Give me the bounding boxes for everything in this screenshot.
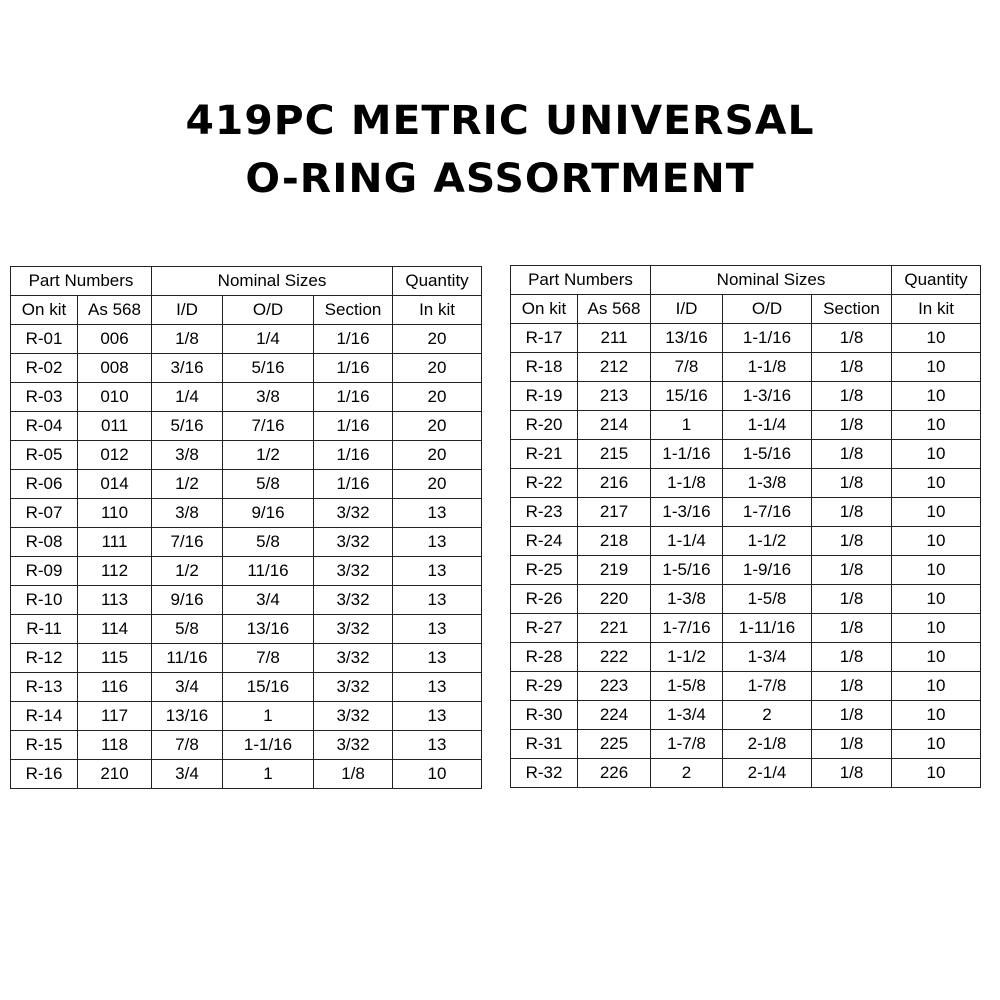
- cell-as-568: 221: [578, 614, 651, 643]
- cell-in-kit: 13: [393, 644, 482, 673]
- cell-section: 1/8: [812, 585, 892, 614]
- table-row: [11, 354, 482, 383]
- cell-od: 2-1/4: [723, 759, 812, 788]
- cell-as-568: 114: [78, 615, 152, 644]
- table-row: [511, 411, 981, 440]
- cell-od: 11/16: [223, 557, 314, 586]
- cell-on-kit: R-20: [511, 411, 578, 440]
- header-in-kit: In kit: [892, 295, 981, 324]
- oring-table-left: [10, 266, 482, 789]
- cell-section: 1/8: [812, 440, 892, 469]
- table-row: [511, 469, 981, 498]
- cell-in-kit: 13: [393, 702, 482, 731]
- cell-od: 1: [223, 760, 314, 789]
- cell-as-568: 006: [78, 325, 152, 354]
- cell-on-kit: R-30: [511, 701, 578, 730]
- cell-id: 1/8: [152, 325, 223, 354]
- cell-od: 1-1/16: [223, 731, 314, 760]
- cell-id: 7/8: [651, 353, 723, 382]
- cell-id: 7/16: [152, 528, 223, 557]
- cell-in-kit: 10: [892, 469, 981, 498]
- cell-in-kit: 13: [393, 673, 482, 702]
- table-row: [511, 498, 981, 527]
- cell-in-kit: 10: [892, 382, 981, 411]
- cell-section: 1/8: [812, 672, 892, 701]
- cell-on-kit: R-06: [11, 470, 78, 499]
- cell-as-568: 213: [578, 382, 651, 411]
- cell-od: 1-3/8: [723, 469, 812, 498]
- header-as-568: As 568: [78, 296, 152, 325]
- table-row: [11, 557, 482, 586]
- cell-in-kit: 10: [892, 730, 981, 759]
- cell-section: 1/16: [314, 441, 393, 470]
- cell-as-568: 218: [578, 527, 651, 556]
- cell-section: 1/8: [812, 759, 892, 788]
- cell-as-568: 115: [78, 644, 152, 673]
- table-row: [511, 556, 981, 585]
- cell-on-kit: R-15: [11, 731, 78, 760]
- header-quantity: Quantity: [892, 266, 981, 295]
- cell-od: 1-3/16: [723, 382, 812, 411]
- cell-od: 15/16: [223, 673, 314, 702]
- cell-section: 1/8: [812, 353, 892, 382]
- cell-od: 3/8: [223, 383, 314, 412]
- header-quantity: Quantity: [393, 267, 482, 296]
- cell-section: 1/16: [314, 383, 393, 412]
- cell-on-kit: R-22: [511, 469, 578, 498]
- cell-id: 1-7/16: [651, 614, 723, 643]
- header-column-row: [511, 295, 981, 324]
- table-row: [11, 586, 482, 615]
- cell-od: 1: [223, 702, 314, 731]
- cell-id: 13/16: [152, 702, 223, 731]
- cell-as-568: 014: [78, 470, 152, 499]
- table-row: [511, 324, 981, 353]
- cell-on-kit: R-23: [511, 498, 578, 527]
- table-body: [511, 324, 981, 788]
- cell-od: 1-1/4: [723, 411, 812, 440]
- cell-section: 1/8: [812, 614, 892, 643]
- header-on-kit: On kit: [11, 296, 78, 325]
- cell-section: 3/32: [314, 731, 393, 760]
- cell-id: 11/16: [152, 644, 223, 673]
- cell-on-kit: R-12: [11, 644, 78, 673]
- table-row: [511, 440, 981, 469]
- cell-od: 1/2: [223, 441, 314, 470]
- cell-section: 3/32: [314, 557, 393, 586]
- cell-as-568: 214: [578, 411, 651, 440]
- cell-od: 1-1/16: [723, 324, 812, 353]
- cell-section: 1/8: [812, 469, 892, 498]
- cell-section: 1/8: [314, 760, 393, 789]
- table-row: [511, 701, 981, 730]
- cell-as-568: 012: [78, 441, 152, 470]
- cell-in-kit: 10: [892, 440, 981, 469]
- cell-as-568: 216: [578, 469, 651, 498]
- table-row: [11, 644, 482, 673]
- table-row: [511, 643, 981, 672]
- table-row: [11, 383, 482, 412]
- cell-in-kit: 20: [393, 412, 482, 441]
- table-row: [511, 672, 981, 701]
- cell-in-kit: 13: [393, 557, 482, 586]
- cell-on-kit: R-07: [11, 499, 78, 528]
- cell-on-kit: R-13: [11, 673, 78, 702]
- cell-section: 1/16: [314, 412, 393, 441]
- table-row: [511, 382, 981, 411]
- header-section: Section: [812, 295, 892, 324]
- cell-on-kit: R-16: [11, 760, 78, 789]
- cell-section: 1/8: [812, 643, 892, 672]
- cell-in-kit: 20: [393, 383, 482, 412]
- cell-in-kit: 10: [393, 760, 482, 789]
- cell-as-568: 112: [78, 557, 152, 586]
- table-row: [11, 470, 482, 499]
- cell-in-kit: 10: [892, 759, 981, 788]
- cell-od: 1-9/16: [723, 556, 812, 585]
- page-title: [0, 92, 1000, 208]
- table-row: [11, 760, 482, 789]
- cell-on-kit: R-31: [511, 730, 578, 759]
- header-id: I/D: [651, 295, 723, 324]
- cell-od: 9/16: [223, 499, 314, 528]
- cell-id: 1/2: [152, 557, 223, 586]
- cell-id: 1-5/16: [651, 556, 723, 585]
- cell-in-kit: 13: [393, 615, 482, 644]
- header-as-568: As 568: [578, 295, 651, 324]
- cell-on-kit: R-32: [511, 759, 578, 788]
- cell-section: 1/8: [812, 498, 892, 527]
- header-on-kit: On kit: [511, 295, 578, 324]
- cell-in-kit: 10: [892, 324, 981, 353]
- table-row: [11, 673, 482, 702]
- cell-in-kit: 10: [892, 498, 981, 527]
- cell-on-kit: R-29: [511, 672, 578, 701]
- cell-in-kit: 10: [892, 672, 981, 701]
- cell-section: 3/32: [314, 528, 393, 557]
- cell-in-kit: 10: [892, 527, 981, 556]
- header-part-numbers: Part Numbers: [511, 266, 651, 295]
- cell-id: 13/16: [651, 324, 723, 353]
- header-part-numbers: Part Numbers: [11, 267, 152, 296]
- table-row: [511, 585, 981, 614]
- cell-as-568: 212: [578, 353, 651, 382]
- cell-in-kit: 10: [892, 353, 981, 382]
- cell-section: 1/16: [314, 470, 393, 499]
- cell-id: 3/4: [152, 673, 223, 702]
- cell-od: 7/16: [223, 412, 314, 441]
- table-body: [11, 325, 482, 789]
- cell-section: 3/32: [314, 644, 393, 673]
- header-group-row: [511, 266, 981, 295]
- cell-id: 1-3/8: [651, 585, 723, 614]
- cell-od: 2: [723, 701, 812, 730]
- cell-on-kit: R-17: [511, 324, 578, 353]
- cell-section: 3/32: [314, 702, 393, 731]
- cell-in-kit: 10: [892, 556, 981, 585]
- cell-id: 9/16: [152, 586, 223, 615]
- cell-id: 1-3/4: [651, 701, 723, 730]
- cell-as-568: 116: [78, 673, 152, 702]
- cell-section: 3/32: [314, 615, 393, 644]
- cell-section: 1/16: [314, 325, 393, 354]
- cell-id: 3/16: [152, 354, 223, 383]
- cell-od: 1-7/8: [723, 672, 812, 701]
- cell-section: 3/32: [314, 586, 393, 615]
- cell-as-568: 113: [78, 586, 152, 615]
- cell-id: 3/8: [152, 499, 223, 528]
- header-section: Section: [314, 296, 393, 325]
- table-row: [11, 702, 482, 731]
- cell-on-kit: R-01: [11, 325, 78, 354]
- cell-in-kit: 20: [393, 441, 482, 470]
- cell-on-kit: R-08: [11, 528, 78, 557]
- cell-id: 7/8: [152, 731, 223, 760]
- cell-as-568: 217: [578, 498, 651, 527]
- cell-as-568: 222: [578, 643, 651, 672]
- cell-as-568: 117: [78, 702, 152, 731]
- cell-on-kit: R-24: [511, 527, 578, 556]
- cell-on-kit: R-03: [11, 383, 78, 412]
- header-od: O/D: [723, 295, 812, 324]
- cell-as-568: 111: [78, 528, 152, 557]
- cell-as-568: 215: [578, 440, 651, 469]
- cell-in-kit: 10: [892, 614, 981, 643]
- cell-od: 5/16: [223, 354, 314, 383]
- cell-on-kit: R-02: [11, 354, 78, 383]
- cell-in-kit: 13: [393, 586, 482, 615]
- cell-as-568: 011: [78, 412, 152, 441]
- cell-in-kit: 10: [892, 585, 981, 614]
- cell-in-kit: 13: [393, 528, 482, 557]
- cell-id: 15/16: [651, 382, 723, 411]
- cell-on-kit: R-11: [11, 615, 78, 644]
- cell-as-568: 223: [578, 672, 651, 701]
- cell-as-568: 224: [578, 701, 651, 730]
- cell-od: 13/16: [223, 615, 314, 644]
- cell-on-kit: R-21: [511, 440, 578, 469]
- cell-od: 1-5/16: [723, 440, 812, 469]
- cell-on-kit: R-25: [511, 556, 578, 585]
- cell-as-568: 210: [78, 760, 152, 789]
- title-line-1: 419PC METRIC UNIVERSAL: [185, 98, 815, 144]
- cell-section: 1/8: [812, 701, 892, 730]
- cell-on-kit: R-04: [11, 412, 78, 441]
- cell-section: 3/32: [314, 499, 393, 528]
- cell-id: 1-1/4: [651, 527, 723, 556]
- table-row: [11, 325, 482, 354]
- table-row: [11, 731, 482, 760]
- cell-in-kit: 13: [393, 731, 482, 760]
- table-row: [11, 499, 482, 528]
- cell-on-kit: R-18: [511, 353, 578, 382]
- cell-as-568: 220: [578, 585, 651, 614]
- cell-on-kit: R-05: [11, 441, 78, 470]
- cell-id: 1: [651, 411, 723, 440]
- cell-od: 5/8: [223, 470, 314, 499]
- cell-as-568: 118: [78, 731, 152, 760]
- cell-od: 1-1/2: [723, 527, 812, 556]
- cell-as-568: 110: [78, 499, 152, 528]
- table-row: [11, 615, 482, 644]
- table-row: [511, 614, 981, 643]
- cell-od: 1-7/16: [723, 498, 812, 527]
- cell-id: 3/8: [152, 441, 223, 470]
- cell-on-kit: R-28: [511, 643, 578, 672]
- cell-on-kit: R-10: [11, 586, 78, 615]
- table-row: [11, 528, 482, 557]
- header-od: O/D: [223, 296, 314, 325]
- cell-id: 1-1/8: [651, 469, 723, 498]
- header-nominal-sizes: Nominal Sizes: [651, 266, 892, 295]
- header-id: I/D: [152, 296, 223, 325]
- cell-in-kit: 10: [892, 411, 981, 440]
- cell-as-568: 225: [578, 730, 651, 759]
- title-line-2: O-RING ASSORTMENT: [245, 156, 755, 202]
- header-group-row: [11, 267, 482, 296]
- cell-id: 5/16: [152, 412, 223, 441]
- cell-od: 5/8: [223, 528, 314, 557]
- cell-in-kit: 20: [393, 325, 482, 354]
- table-row: [511, 759, 981, 788]
- cell-in-kit: 10: [892, 701, 981, 730]
- table-row: [11, 412, 482, 441]
- cell-od: 1-3/4: [723, 643, 812, 672]
- table-row: [511, 353, 981, 382]
- cell-on-kit: R-14: [11, 702, 78, 731]
- table-row: [511, 527, 981, 556]
- cell-in-kit: 10: [892, 643, 981, 672]
- cell-on-kit: R-09: [11, 557, 78, 586]
- cell-as-568: 008: [78, 354, 152, 383]
- cell-id: 1-3/16: [651, 498, 723, 527]
- cell-section: 1/8: [812, 382, 892, 411]
- oring-table-right: [510, 265, 981, 788]
- cell-od: 3/4: [223, 586, 314, 615]
- cell-id: 1-1/16: [651, 440, 723, 469]
- cell-in-kit: 13: [393, 499, 482, 528]
- cell-od: 1-5/8: [723, 585, 812, 614]
- cell-id: 1/4: [152, 383, 223, 412]
- cell-in-kit: 20: [393, 354, 482, 383]
- cell-section: 1/8: [812, 411, 892, 440]
- cell-id: 1/2: [152, 470, 223, 499]
- cell-on-kit: R-26: [511, 585, 578, 614]
- cell-id: 5/8: [152, 615, 223, 644]
- cell-id: 1-5/8: [651, 672, 723, 701]
- cell-on-kit: R-27: [511, 614, 578, 643]
- cell-section: 1/16: [314, 354, 393, 383]
- cell-on-kit: R-19: [511, 382, 578, 411]
- cell-section: 1/8: [812, 324, 892, 353]
- cell-as-568: 211: [578, 324, 651, 353]
- cell-section: 3/32: [314, 673, 393, 702]
- table-row: [11, 441, 482, 470]
- cell-section: 1/8: [812, 527, 892, 556]
- cell-od: 1-1/8: [723, 353, 812, 382]
- header-in-kit: In kit: [393, 296, 482, 325]
- header-column-row: [11, 296, 482, 325]
- cell-od: 2-1/8: [723, 730, 812, 759]
- header-nominal-sizes: Nominal Sizes: [152, 267, 393, 296]
- cell-id: 1-1/2: [651, 643, 723, 672]
- cell-id: 3/4: [152, 760, 223, 789]
- cell-section: 1/8: [812, 556, 892, 585]
- cell-od: 1-11/16: [723, 614, 812, 643]
- cell-id: 2: [651, 759, 723, 788]
- cell-od: 1/4: [223, 325, 314, 354]
- cell-section: 1/8: [812, 730, 892, 759]
- cell-od: 7/8: [223, 644, 314, 673]
- cell-as-568: 226: [578, 759, 651, 788]
- table-row: [511, 730, 981, 759]
- cell-in-kit: 20: [393, 470, 482, 499]
- cell-as-568: 010: [78, 383, 152, 412]
- cell-as-568: 219: [578, 556, 651, 585]
- cell-id: 1-7/8: [651, 730, 723, 759]
